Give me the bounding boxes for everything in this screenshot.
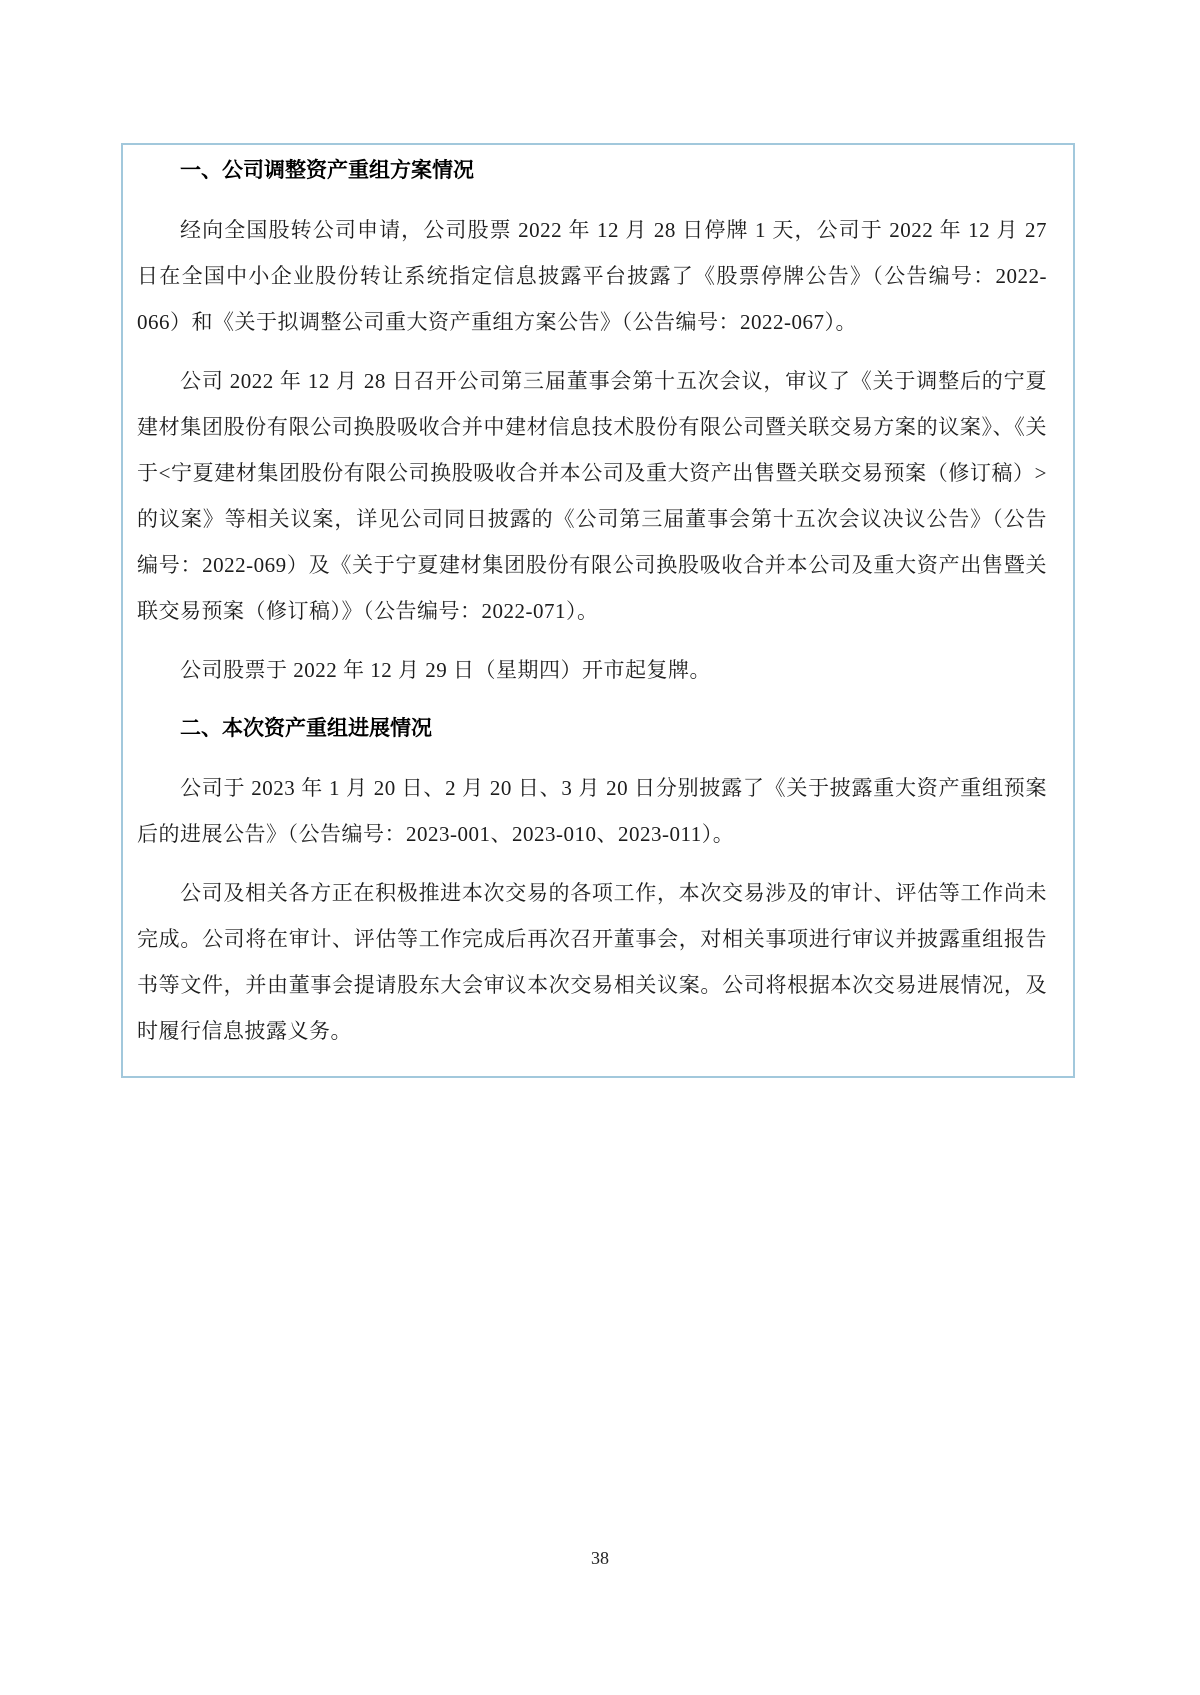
section-1-heading: 一、公司调整资产重组方案情况 [180, 159, 474, 182]
section-2-heading: 二、本次资产重组进展情况 [180, 717, 432, 740]
section-2-paragraph-1: 公司于 2023 年 1 月 20 日、2 月 20 日、3 月 20 日分别披露了《关于披露重大资产重组预案后的进展公告》（公告编号：2023-001、2023-010、2023-011）。 [137, 776, 1047, 846]
section-1-paragraph-2: 公司 2022 年 12 月 28 日召开公司第三届董事会第十五次会议，审议了《关于调整后的宁夏建材集团股份有限公司换股吸收合并中建材信息技术股份有限公司暨关联交易方案的议案》、《关于<宁夏建材集团股份有限公司换股吸收合并本公司及重大资产出售暨关联交易预案（修订稿）>的议案》等相关议案，详见公司同日披露的《公司第三届董事会第十五次会议决议公告》（公告编号：2022-069）及《关于宁夏建材集团股份有限公司换股吸收合并本公司及重大资产出售暨关联交易预案（修订稿）》（公告编号：2022-071）。 [137, 369, 1047, 623]
announcement-text-box [121, 143, 1075, 1078]
section-1-paragraph-1: 经向全国股转公司申请，公司股票 2022 年 12 月 28 日停牌 1 天，公司于 2022 年 12 月 27 日在全国中小企业股份转让系统指定信息披露平台披露了《股票停牌公告》（公告编号：2022-066）和《关于拟调整公司重大资产重组方案公告》（公告编号：2022-067）。 [137, 218, 1047, 334]
section-1-paragraph-3: 公司股票于 2022 年 12 月 29 日（星期四）开市起复牌。 [180, 658, 711, 682]
section-2-paragraph-2: 公司及相关各方正在积极推进本次交易的各项工作，本次交易涉及的审计、评估等工作尚未完成。公司将在审计、评估等工作完成后再次召开董事会，对相关事项进行审议并披露重组报告书等文件，并由董事会提请股东大会审议本次交易相关议案。公司将根据本次交易进展情况，及时履行信息披露义务。 [137, 881, 1047, 1043]
page-number: 38 [591, 1548, 609, 1568]
